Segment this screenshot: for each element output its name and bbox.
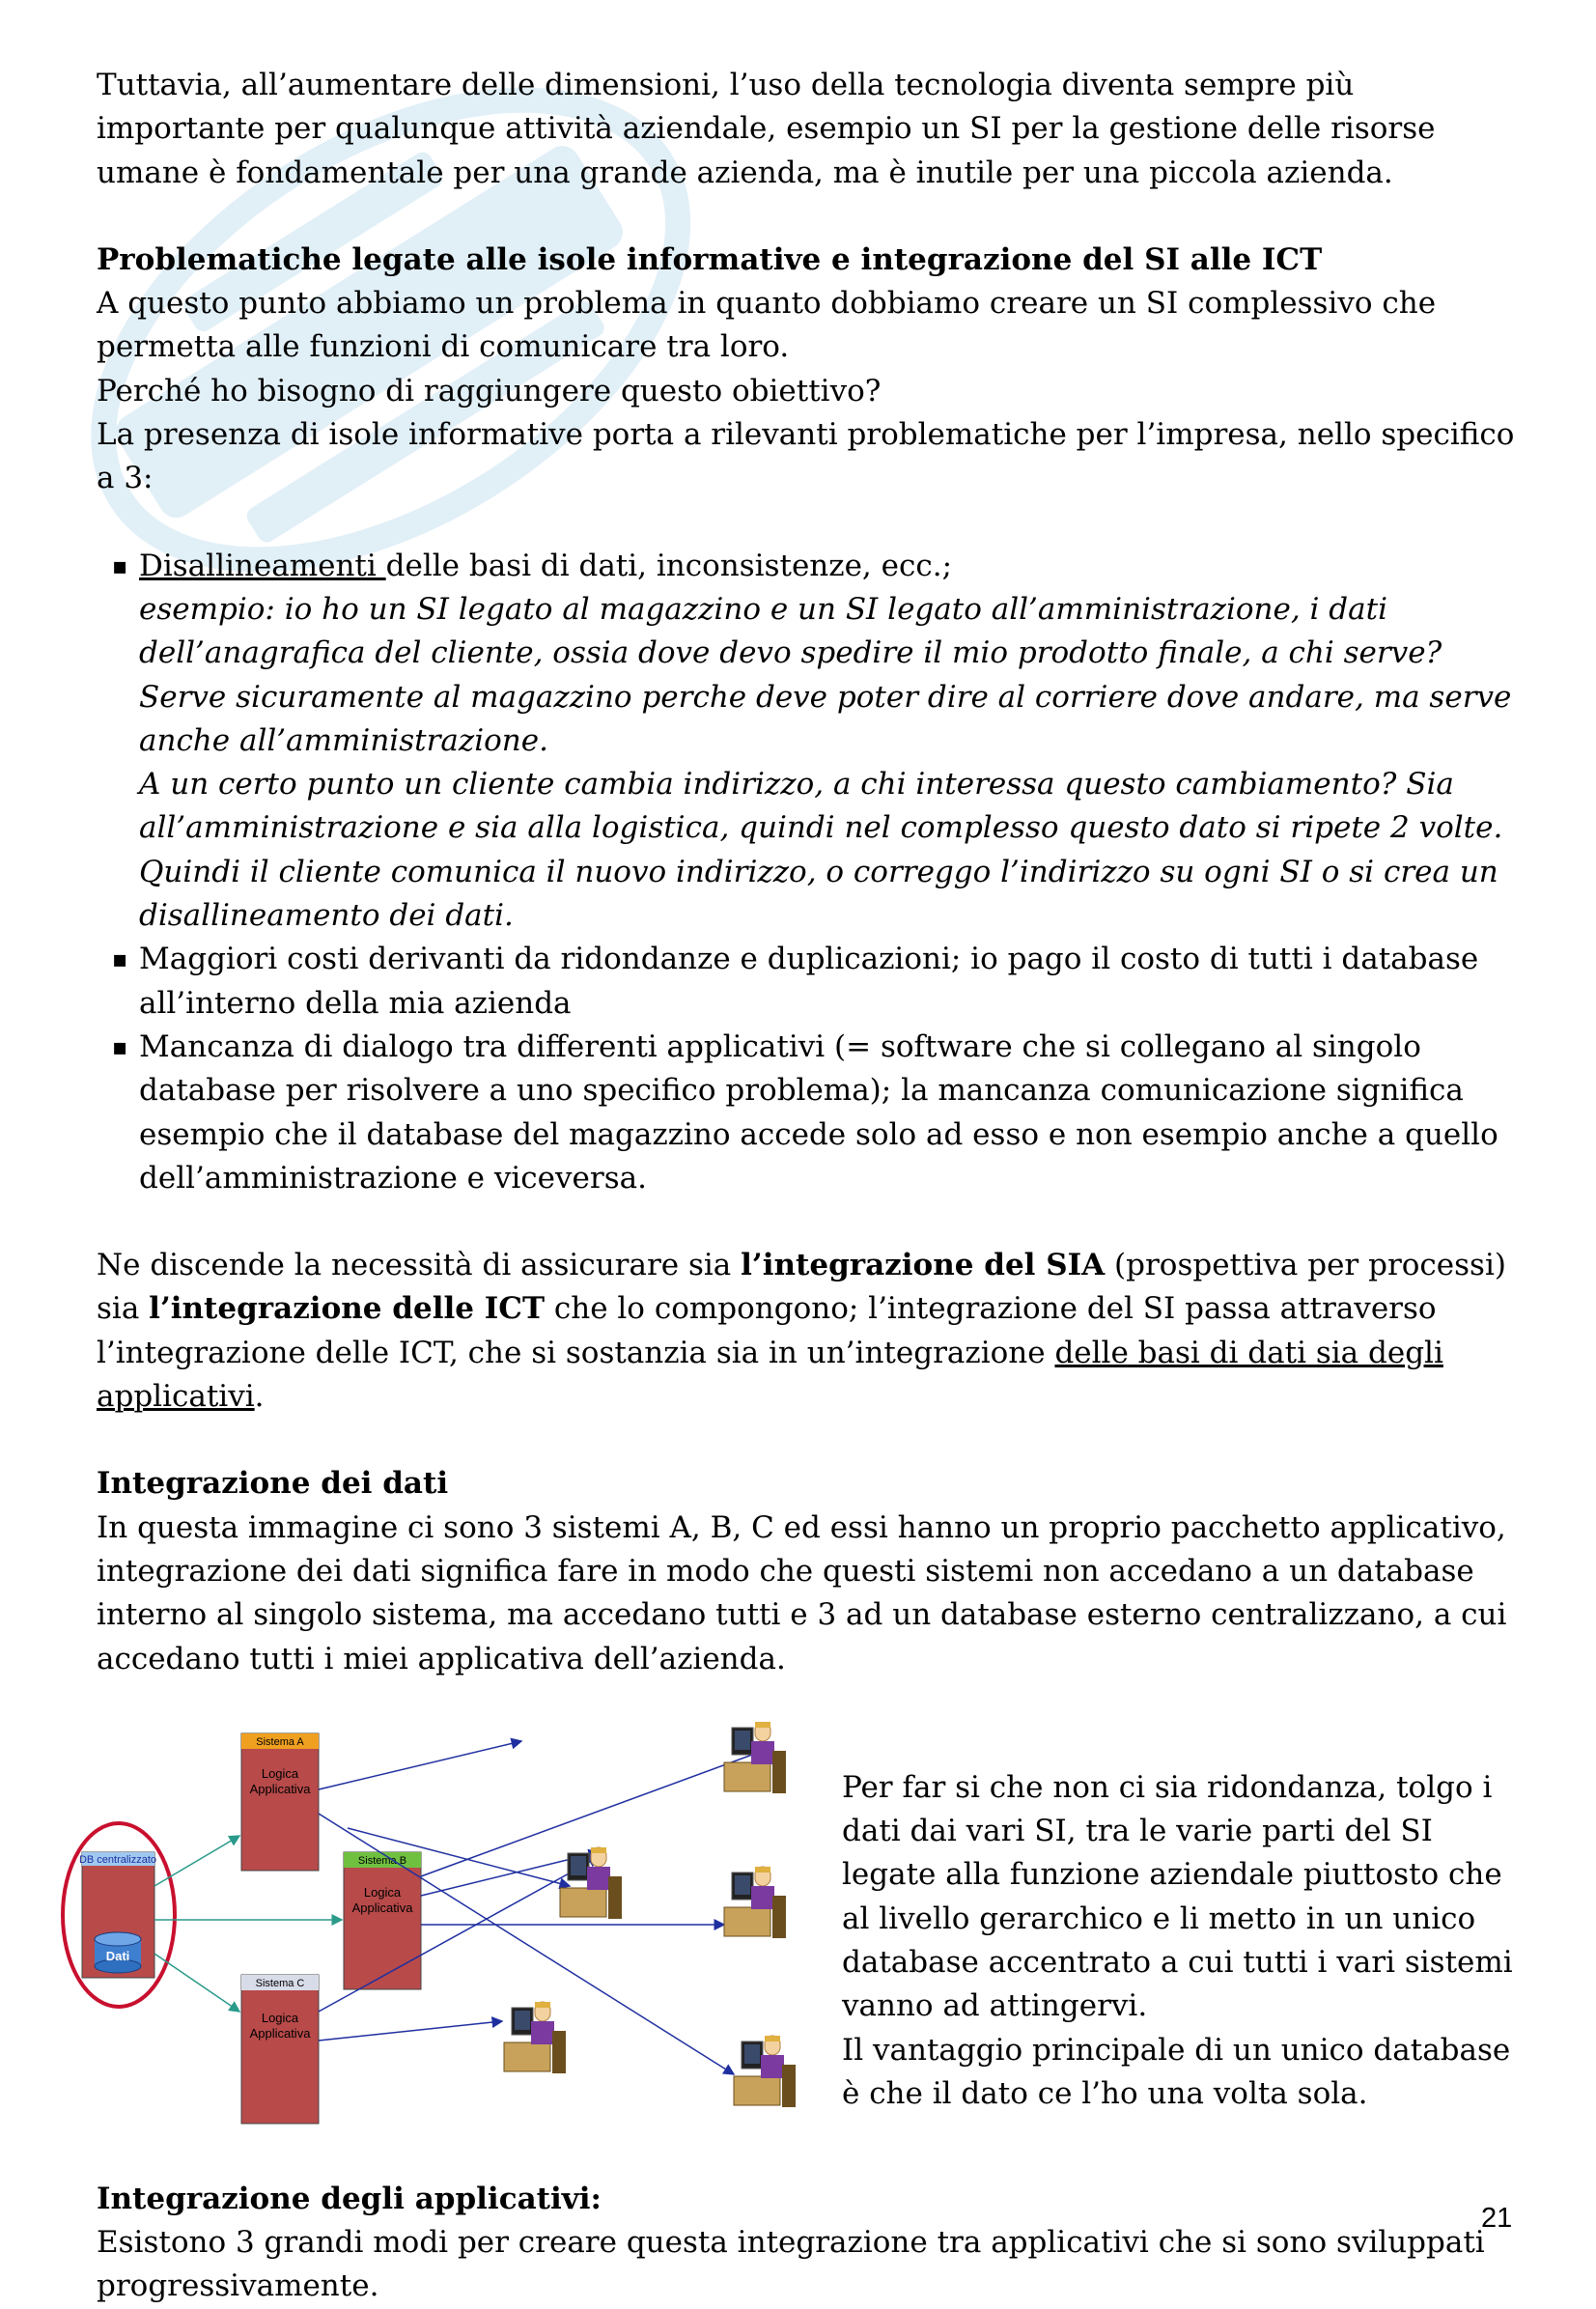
underlined-term: delle basi di dati sia degli applicativi (97, 1335, 1443, 1415)
text-run: (prospettiva per processi) sia (97, 1248, 1506, 1327)
text-run: Ne discende la necessità di assicurare sia (97, 1248, 742, 1283)
db-title: DB centralizzato (78, 1853, 157, 1866)
list-item (139, 545, 1516, 939)
section-heading-isole: Problematiche legate alle isole informative e integrazione del SI alle ICT (97, 241, 1323, 277)
caption-paragraph: Per far si che non ci sia ridondanza, tolgo i dati dai vari SI, tra le varie parti del SI legate alla funzione aziendale piuttosto che al livello gerarchico e li metto in un unico database accentrato a cui tutti i vari sistemi vanno ad attingervi. (842, 1769, 1513, 2024)
example-text: esempio: io ho un SI legato al magazzino e un SI legato all’amministrazione, i dati dell’anagrafica del cliente, ossia dove devo spedire il mio prodotto finale, a chi serve? Serve sicuramente al magazzino perche deve poter dire al corriere dove andare, ma serve anche all’amministrazione. (139, 591, 1512, 758)
list-item (139, 1026, 1516, 1200)
list-item-text: delle basi di dati, inconsistenze, ecc.; (385, 548, 953, 583)
user-pc-icon (560, 1847, 622, 1919)
section-text: Esistono 3 grandi modi per creare questa integrazione tra applicativi che si sono sviluppati progressivamente. (97, 2225, 1485, 2304)
underlined-term: Disallineamenti (139, 548, 386, 583)
user-pc-icon (724, 1722, 786, 1793)
section-line: A questo punto abbiamo un problema in quanto dobbiamo creare un SI complessivo che permetta alle funzioni di comunicare tra loro. (97, 286, 1437, 365)
system-title: Sistema A (256, 1735, 304, 1748)
diagram-caption (842, 1766, 1518, 2116)
text-run: . (254, 1379, 265, 1415)
system-label: Logica (261, 1765, 299, 1781)
section-text: In questa immagine ci sono 3 sistemi A, B, C ed essi hanno un proprio pacchetto applicativo, integrazione dei dati significa fare in modo che questi sistemi non accedano a un database interno al singolo sistema, ma accedano tutti e 3 ad un database esterno centralizzano, a cui accedano tutti i miei applicativa dell’azienda. (97, 1509, 1507, 1676)
example-text: Quindi il cliente comunica il nuovo indirizzo, o correggo l’indirizzo su ogni SI o si crea un disallineamento dei dati. (139, 854, 1498, 934)
caption-paragraph: Il vantaggio principale di un unico database è che il dato ce l’ho una volta sola. (842, 2032, 1511, 2111)
system-a (241, 1733, 319, 1871)
system-label: Applicativa (351, 1900, 413, 1915)
system-title: Sistema B (357, 1854, 407, 1867)
system-label: Logica (363, 1884, 402, 1900)
data-integration-diagram (58, 1722, 821, 2127)
integration-paragraph (97, 1244, 1516, 1419)
problems-list (97, 545, 1516, 1200)
intro-paragraph: Tuttavia, all’aumentare delle dimensioni, l’uso della tecnologia diventa sempre più importante per qualunque attività aziendale, esempio un SI per la gestione delle risorse umane è fondamentale per una grande azienda, ma è inutile per una piccola azienda. (97, 68, 1436, 190)
bold-term: l’integrazione del SIA (741, 1248, 1106, 1283)
text-run: che lo compongono; l’integrazione del SI passa attraverso l’integrazione delle ICT, che si sostanzia sia in un’integrazione (97, 1291, 1437, 1370)
user-pc-icon (734, 2036, 796, 2107)
system-label: Logica (261, 2010, 299, 2025)
user-pc-icon (724, 1867, 786, 1938)
list-item (139, 938, 1516, 1026)
system-b (344, 1852, 421, 1989)
page-number: 21 (1481, 2203, 1513, 2234)
example-text: A un certo punto un cliente cambia indirizzo, a chi interessa questo cambiamento? Sia all’amministrazione e sia alla logistica, quindi nel complesso questo dato si ripete 2 volte. (139, 767, 1503, 846)
list-item-text: ▪ Maggiori costi derivanti da ridondanze e duplicazioni; io pago il costo di tutti i database all’interno della mia azienda (139, 942, 1479, 1021)
system-label: Applicativa (249, 2025, 311, 2041)
diagram-row (78, 1722, 1516, 2147)
bold-term: l’integrazione delle ICT (149, 1291, 546, 1327)
section-heading-applicativi: Integrazione degli applicativi: (97, 2181, 602, 2216)
system-title: Sistema C (255, 1977, 305, 1989)
section-line: Perché ho bisogno di raggiungere questo obiettivo? (97, 373, 882, 408)
system-label: Applicativa (249, 1781, 311, 1796)
central-database (79, 1852, 156, 1978)
section-line: La presenza di isole informative porta a rilevanti problematiche per l’impresa, nello specifico a 3: (97, 417, 1515, 496)
section-heading-dati: Integrazione dei dati (97, 1466, 449, 1502)
system-c (241, 1975, 319, 2124)
user-pc-icon (504, 2002, 566, 2073)
db-label: Dati (105, 1948, 130, 1963)
list-item-text: ▪ Mancanza di dialogo tra differenti applicativi (= software che si collegano al singolo database per risolvere a uno specifico problema); la mancanza comunicazione significa esempio che il database del magazzino accede solo ad esso e non esempio anche a quello dell’amministrazione e viceversa. (139, 1028, 1498, 1196)
page-content (78, 64, 1516, 2309)
